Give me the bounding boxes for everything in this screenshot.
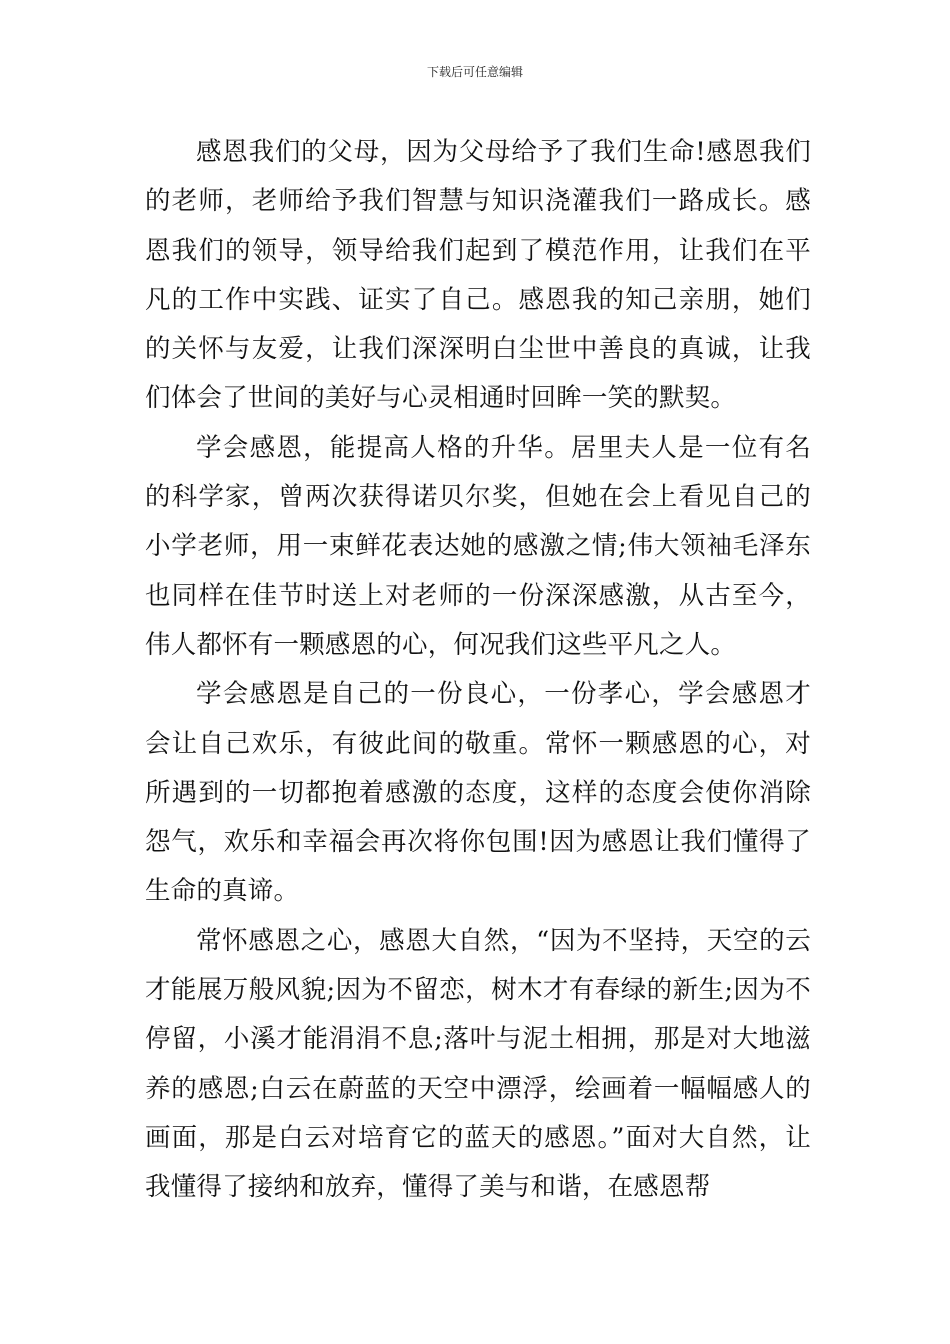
paragraph-2: 学会感恩，能提高人格的升华。居里夫人是一位有名的科学家，曾两次获得诺贝尔奖，但她在会上看见自己的小学老师，用一束鲜花表达她的感激之情;伟大领袖毛泽东也同样在佳节时送上对老师的一份深深感激，从古至今，伟人都怀有一颗感恩的心，何况我们这些平凡之人。 xyxy=(145,432,811,660)
page-header: 下载后可任意编辑 xyxy=(426,65,523,79)
paragraph-1: 感恩我们的父母，因为父母给予了我们生命!感恩我们的老师，老师给予我们智慧与知识浇灌我们一路成长。感恩我们的领导，领导给我们起到了模范作用，让我们在平凡的工作中实践、证实了自己。感恩我的知己亲朋，她们的关怀与友爱，让我们深深明白尘世中善良的真诚，让我们体会了世间的美好与心灵相通时回眸一笑的默契。 xyxy=(145,137,811,414)
paragraph-3: 学会感恩是自己的一份良心，一份孝心，学会感恩才会让自己欢乐，有彼此间的敬重。常怀一颗感恩的心，对所遇到的一切都抱着感激的态度，这样的态度会使你消除怨气，欢乐和幸福会再次将你包围!因为感恩让我们懂得了生命的真谛。 xyxy=(145,679,811,907)
paragraph-4: 常怀感恩之心，感恩大自然，“因为不坚持，天空的云才能展万般风貌;因为不留恋，树木才有春绿的新生;因为不停留，小溪才能涓涓不息;落叶与泥土相拥，那是对大地滋养的感恩;白云在蔚蓝的天空中漂浮，绘画着一幅幅感人的画面，那是白云对培育它的蓝天的感恩。”面对大自然，让我懂得了接纳和放弃，懂得了美与和谐，在感恩帮 xyxy=(145,925,811,1203)
document-body xyxy=(145,128,811,1213)
